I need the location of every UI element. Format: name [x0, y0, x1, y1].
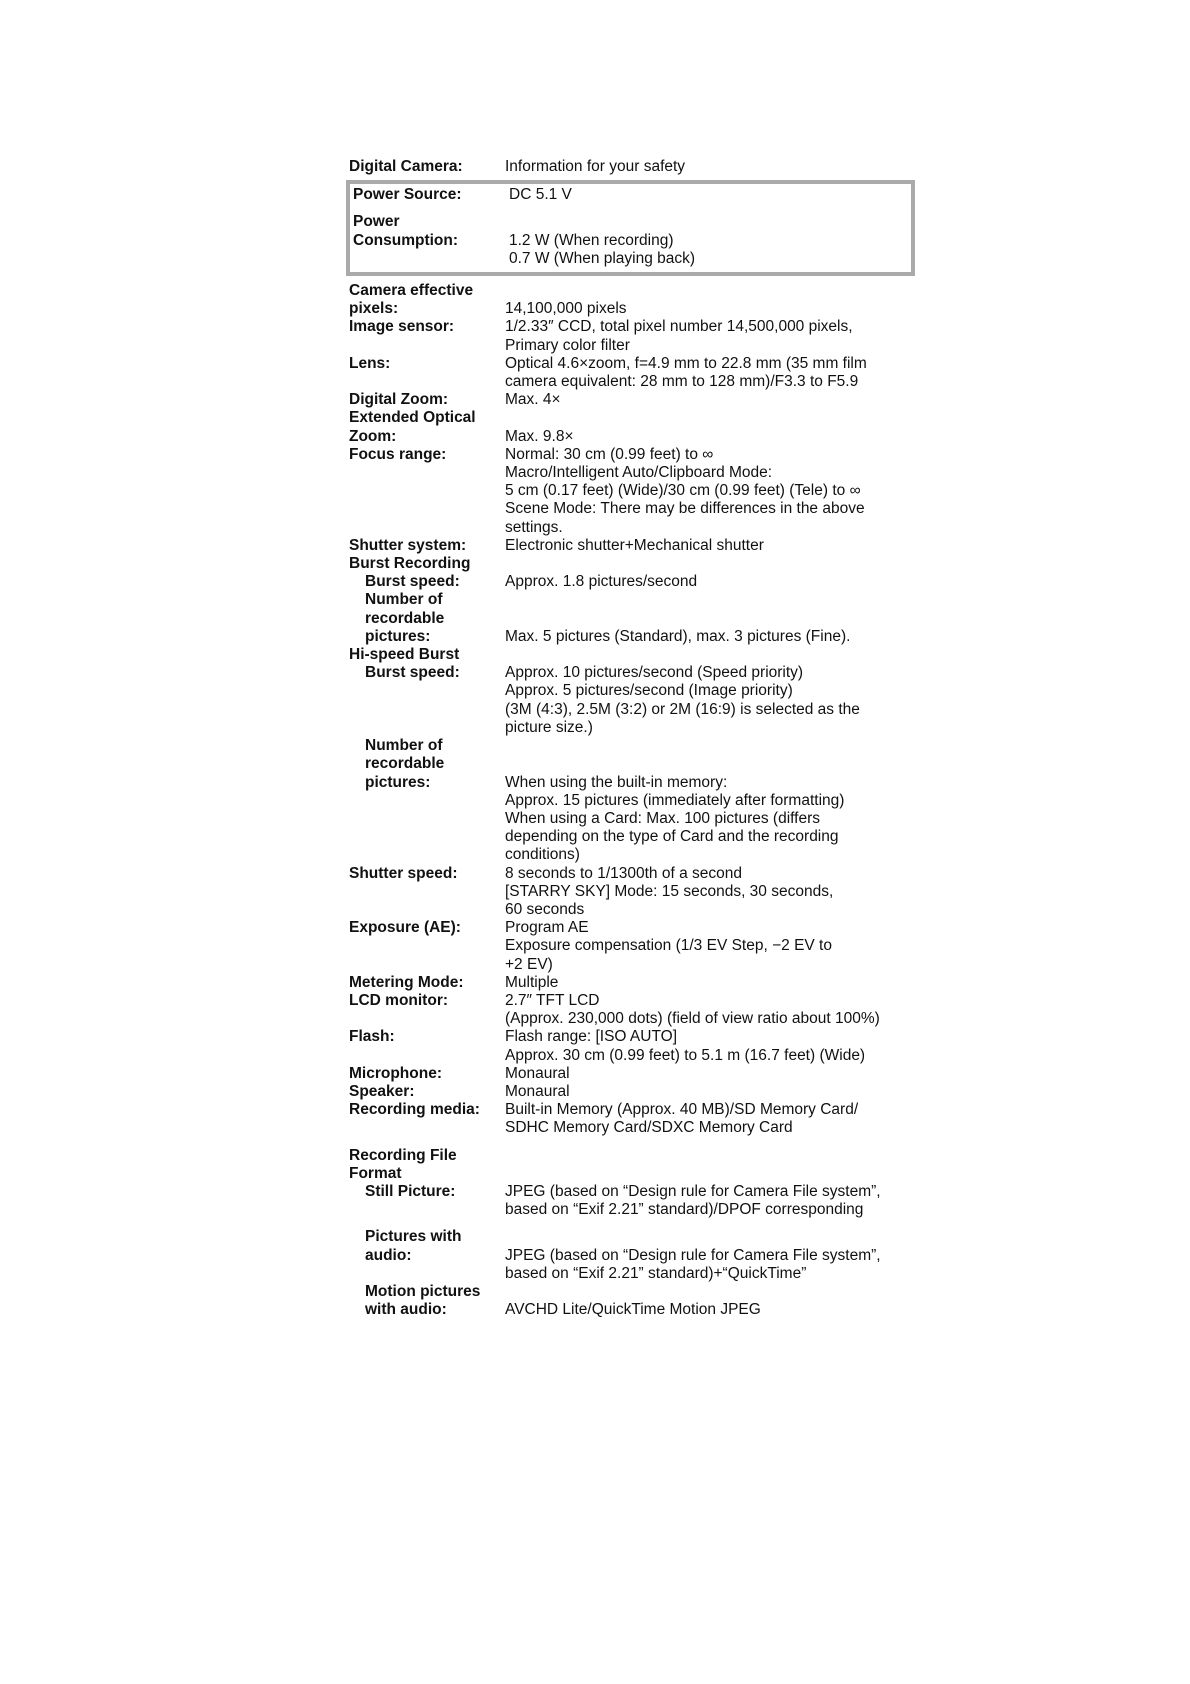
file-format-heading — [349, 1147, 909, 1183]
still-picture-label: Still Picture: — [365, 1182, 456, 1200]
hispeed-speed-value: Approx. 10 pictures/second (Speed priority) Approx. 5 pictures/second (Image priority) (3M (4:3), 2.5M (3:2) or 2M (16:9) is selected as the picture size.) — [505, 664, 860, 736]
header-label: Digital Camera: — [349, 158, 463, 175]
image-sensor-row — [349, 318, 909, 354]
flash-row — [349, 1028, 909, 1064]
burst-speed-value: Approx. 1.8 pictures/second — [505, 573, 698, 591]
speaker-row — [349, 1083, 909, 1101]
shutter-speed-label: Shutter speed: — [349, 864, 458, 882]
flash-label: Flash: — [349, 1028, 395, 1046]
exposure-value: Program AE Exposure compensation (1/3 EV Step, −2 EV to +2 EV) — [505, 919, 832, 973]
digital-zoom-row — [349, 391, 909, 409]
motion-pictures-value: AVCHD Lite/QuickTime Motion JPEG — [505, 1301, 761, 1319]
hispeed-burst-heading — [349, 646, 909, 664]
spec-page — [349, 158, 909, 1319]
burst-speed-label: Burst speed: — [365, 573, 460, 591]
lens-label: Lens: — [349, 354, 391, 372]
hispeed-number-row — [349, 737, 909, 864]
hispeed-burst-label: Hi-speed Burst — [349, 646, 460, 664]
digital-zoom-label: Digital Zoom: — [349, 391, 449, 409]
power-consumption-label: Power Consumption: — [353, 213, 459, 249]
burst-number-row — [349, 591, 909, 646]
extended-zoom-value: Max. 9.8× — [505, 427, 574, 445]
metering-label: Metering Mode: — [349, 973, 464, 991]
speaker-label: Speaker: — [349, 1082, 415, 1100]
hispeed-number-value: When using the built-in memory: Approx. 15 pictures (immediately after formatting) When using a Card: Max. 100 pictures (differs depending on the type of Card and the recording conditions) — [505, 773, 845, 864]
power-consumption-row — [353, 213, 911, 268]
lens-row — [349, 355, 909, 391]
power-source-row — [353, 186, 911, 204]
pictures-audio-row — [349, 1228, 909, 1283]
exposure-label: Exposure (AE): — [349, 919, 461, 937]
extended-zoom-row — [349, 409, 909, 445]
recording-media-value: Built-in Memory (Approx. 40 MB)/SD Memory Card/ SDHC Memory Card/SDXC Memory Card — [505, 1101, 859, 1137]
still-picture-value: JPEG (based on “Design rule for Camera File system”, based on “Exif 2.21” standard)/DPOF corresponding — [505, 1182, 881, 1219]
shutter-speed-row — [349, 865, 909, 920]
effective-pixels-value: 14,100,000 pixels — [505, 300, 627, 318]
power-source-label: Power Source: — [353, 186, 462, 204]
metering-value: Multiple — [505, 973, 559, 991]
burst-speed-row — [349, 573, 909, 591]
lcd-row — [349, 992, 909, 1028]
header-value: Information for your safety — [505, 158, 686, 175]
power-consumption-value: 1.2 W (When recording) 0.7 W (When playing back) — [509, 231, 696, 267]
file-format-label: Recording File Format — [349, 1146, 457, 1182]
still-picture-row — [349, 1183, 909, 1219]
image-sensor-value: 1/2.33″ CCD, total pixel number 14,500,000 pixels, Primary color filter — [505, 318, 853, 354]
hispeed-number-label: Number of recordable pictures: — [365, 737, 445, 791]
extended-zoom-label: Extended Optical Zoom: — [349, 409, 476, 445]
burst-number-value: Max. 5 pictures (Standard), max. 3 pictures (Fine). — [505, 627, 851, 645]
recording-media-row — [349, 1101, 909, 1137]
shutter-system-label: Shutter system: — [349, 536, 467, 554]
image-sensor-label: Image sensor: — [349, 318, 455, 336]
metering-row — [349, 974, 909, 992]
microphone-label: Microphone: — [349, 1064, 442, 1082]
digital-zoom-value: Max. 4× — [505, 391, 561, 409]
pictures-audio-value: JPEG (based on “Design rule for Camera File system”, based on “Exif 2.21” standard)+“QuickTime” — [505, 1246, 881, 1282]
motion-pictures-label: Motion pictures with audio: — [365, 1282, 481, 1319]
pictures-audio-label: Pictures with audio: — [365, 1228, 462, 1264]
power-source-value: DC 5.1 V — [509, 186, 572, 204]
flash-value: Flash range: [ISO AUTO] Approx. 30 cm (0.99 feet) to 5.1 m (16.7 feet) (Wide) — [505, 1028, 866, 1064]
focus-range-label: Focus range: — [349, 445, 447, 463]
motion-pictures-row — [349, 1283, 909, 1319]
speaker-value: Monaural — [505, 1082, 570, 1100]
burst-recording-heading — [349, 555, 909, 573]
lcd-value: 2.7″ TFT LCD (Approx. 230,000 dots) (field of view ratio about 100%) — [505, 991, 880, 1028]
burst-recording-label: Burst Recording — [349, 555, 471, 573]
shutter-system-value: Electronic shutter+Mechanical shutter — [505, 536, 764, 554]
focus-range-value: Normal: 30 cm (0.99 feet) to ∞ Macro/Intelligent Auto/Clipboard Mode: 5 cm (0.17 feet) (Wide)/30 cm (0.99 feet) (Tele) to ∞ Scene Mode: There may be differences in the above settings. — [505, 445, 865, 536]
lens-value: Optical 4.6×zoom, f=4.9 mm to 22.8 mm (35 mm film camera equivalent: 28 mm to 128 mm)/F3.3 to F5.9 — [505, 354, 867, 391]
microphone-row — [349, 1065, 909, 1083]
hispeed-speed-label: Burst speed: — [365, 664, 460, 682]
exposure-row — [349, 919, 909, 974]
recording-media-label: Recording media: — [349, 1101, 480, 1119]
burst-number-label: Number of recordable pictures: — [365, 591, 445, 645]
safety-info-box — [346, 180, 915, 276]
microphone-value: Monaural — [505, 1064, 570, 1082]
effective-pixels-row — [349, 282, 909, 318]
shutter-system-row — [349, 537, 909, 555]
hispeed-speed-row — [349, 664, 909, 737]
header-row — [349, 158, 909, 176]
effective-pixels-label: Camera effective pixels: — [349, 282, 474, 318]
lcd-label: LCD monitor: — [349, 991, 449, 1009]
focus-range-row — [349, 446, 909, 537]
shutter-speed-value: 8 seconds to 1/1300th of a second [STARRY SKY] Mode: 15 seconds, 30 seconds, 60 seconds — [505, 864, 834, 918]
